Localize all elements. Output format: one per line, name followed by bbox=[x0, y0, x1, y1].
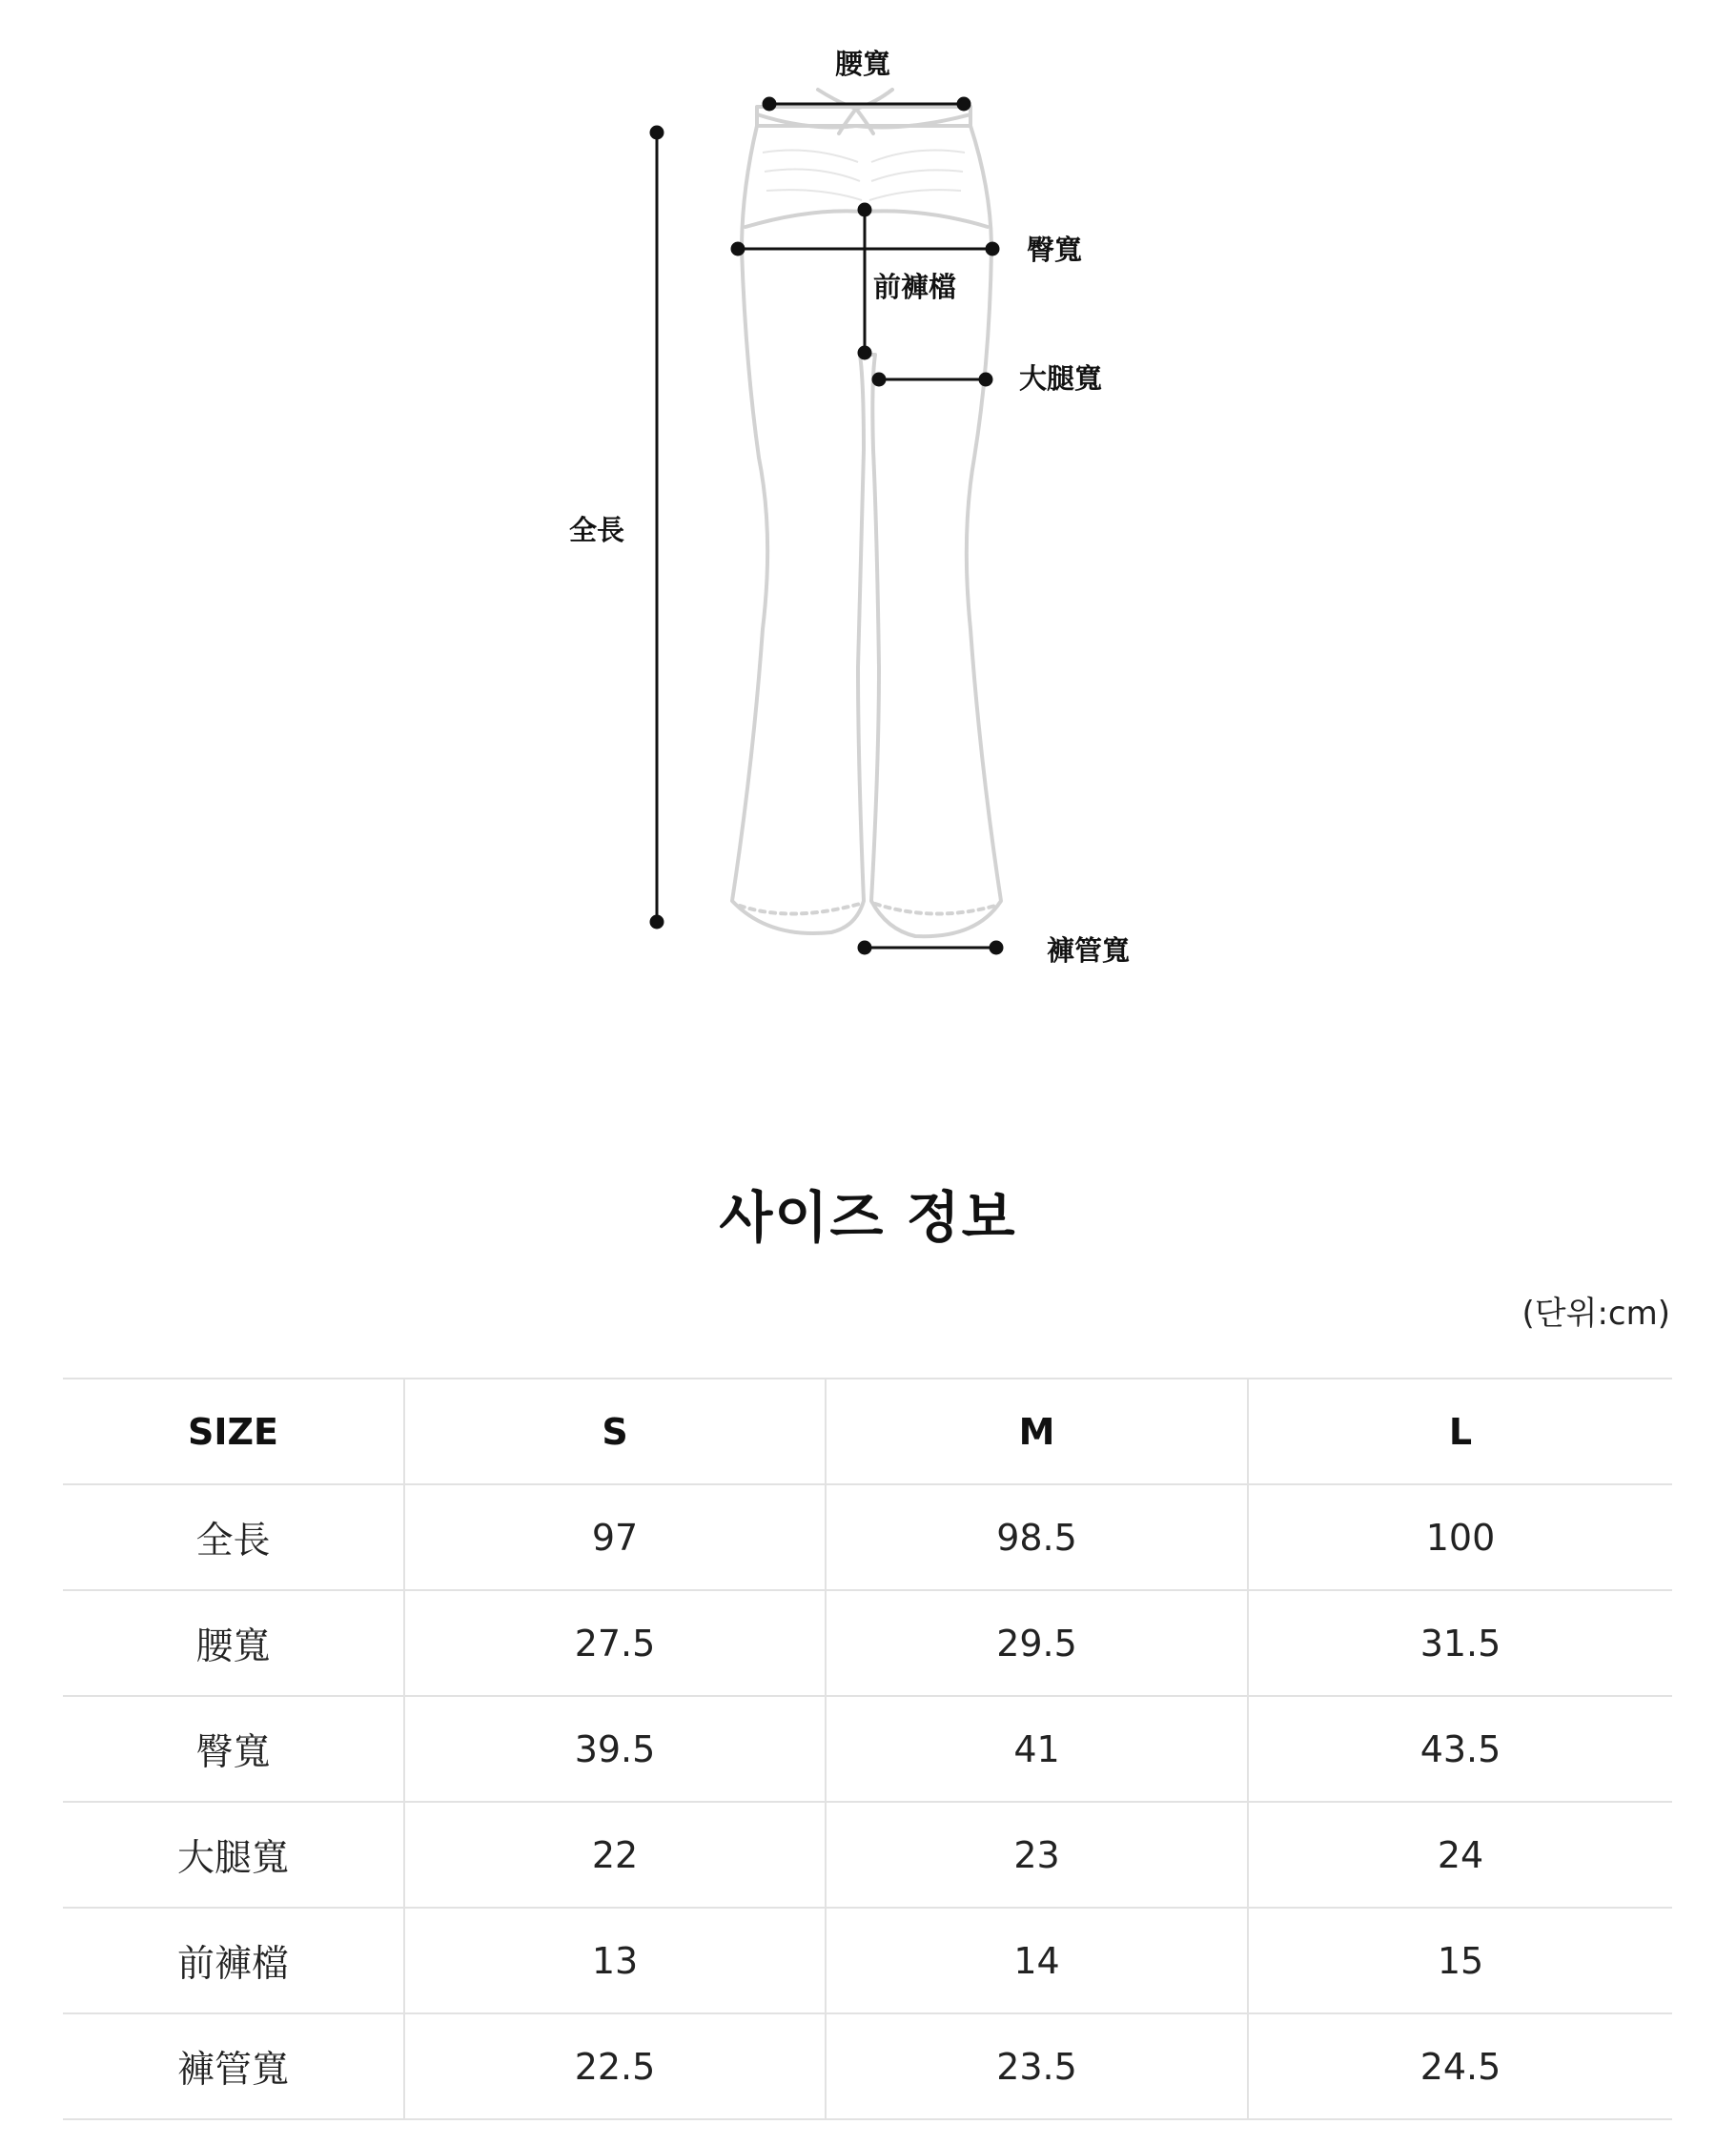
cell-s: 22.5 bbox=[404, 2013, 826, 2119]
cell-l: 24 bbox=[1248, 1802, 1672, 1908]
waist-end-dot bbox=[958, 98, 970, 110]
cell-l: 100 bbox=[1248, 1484, 1672, 1590]
row-label: 腰寬 bbox=[63, 1590, 404, 1696]
waist-start-dot bbox=[764, 98, 775, 110]
hip-label: 臀寬 bbox=[1027, 234, 1083, 266]
cell-m: 29.5 bbox=[826, 1590, 1248, 1696]
table-row bbox=[63, 1484, 1672, 1590]
header-s: S bbox=[404, 1379, 826, 1484]
front-rise-label: 前褲檔 bbox=[873, 271, 957, 303]
header-size: SIZE bbox=[63, 1379, 404, 1484]
cell-l: 24.5 bbox=[1248, 2013, 1672, 2119]
cell-m: 23.5 bbox=[826, 2013, 1248, 2119]
measurement-lines bbox=[651, 98, 1002, 953]
waist-ruching bbox=[763, 151, 965, 200]
cell-l: 31.5 bbox=[1248, 1590, 1672, 1696]
hem-end-dot bbox=[991, 942, 1002, 953]
cell-s: 22 bbox=[404, 1802, 826, 1908]
header-m: M bbox=[826, 1379, 1248, 1484]
row-label: 前褲檔 bbox=[63, 1908, 404, 2013]
cell-m: 41 bbox=[826, 1696, 1248, 1802]
cell-m: 23 bbox=[826, 1802, 1248, 1908]
cell-m: 98.5 bbox=[826, 1484, 1248, 1590]
table-row bbox=[63, 1908, 1672, 2013]
row-label: 大腿寬 bbox=[63, 1802, 404, 1908]
waist-label: 腰寬 bbox=[835, 48, 891, 80]
cell-l: 43.5 bbox=[1248, 1696, 1672, 1802]
hem-label: 褲管寬 bbox=[1047, 934, 1131, 967]
total-length-bottom-dot bbox=[651, 916, 663, 928]
thigh-start-dot bbox=[873, 374, 885, 385]
hem-start-dot bbox=[859, 942, 870, 953]
cell-m: 14 bbox=[826, 1908, 1248, 2013]
total-length-top-dot bbox=[651, 127, 663, 138]
table-row bbox=[63, 1696, 1672, 1802]
table-row bbox=[63, 2013, 1672, 2119]
unit-note: (단위:cm) bbox=[1522, 1295, 1670, 1333]
cell-s: 97 bbox=[404, 1484, 826, 1590]
table-row bbox=[63, 1802, 1672, 1908]
cell-s: 39.5 bbox=[404, 1696, 826, 1802]
thigh-end-dot bbox=[980, 374, 991, 385]
header-l: L bbox=[1248, 1379, 1672, 1484]
front-rise-top-dot bbox=[859, 204, 870, 215]
thigh-label: 大腿寬 bbox=[1019, 362, 1103, 395]
total-length-label: 全長 bbox=[569, 514, 625, 546]
pants-outline bbox=[732, 90, 1001, 936]
row-label: 褲管寬 bbox=[63, 2013, 404, 2119]
cell-s: 27.5 bbox=[404, 1590, 826, 1696]
row-label: 全長 bbox=[63, 1484, 404, 1590]
size-info-title: 사이즈 정보 bbox=[719, 1185, 1017, 1250]
pants-measurement-diagram bbox=[0, 0, 1736, 1049]
cell-s: 13 bbox=[404, 1908, 826, 2013]
table-row bbox=[63, 1590, 1672, 1696]
row-label: 臀寬 bbox=[63, 1696, 404, 1802]
hip-end-dot bbox=[987, 243, 998, 255]
cell-l: 15 bbox=[1248, 1908, 1672, 2013]
hip-start-dot bbox=[732, 243, 744, 255]
pants-illustration bbox=[0, 0, 1736, 1049]
size-table bbox=[63, 1378, 1672, 2120]
table-header-row bbox=[63, 1379, 1672, 1484]
front-rise-bottom-dot bbox=[859, 347, 870, 358]
